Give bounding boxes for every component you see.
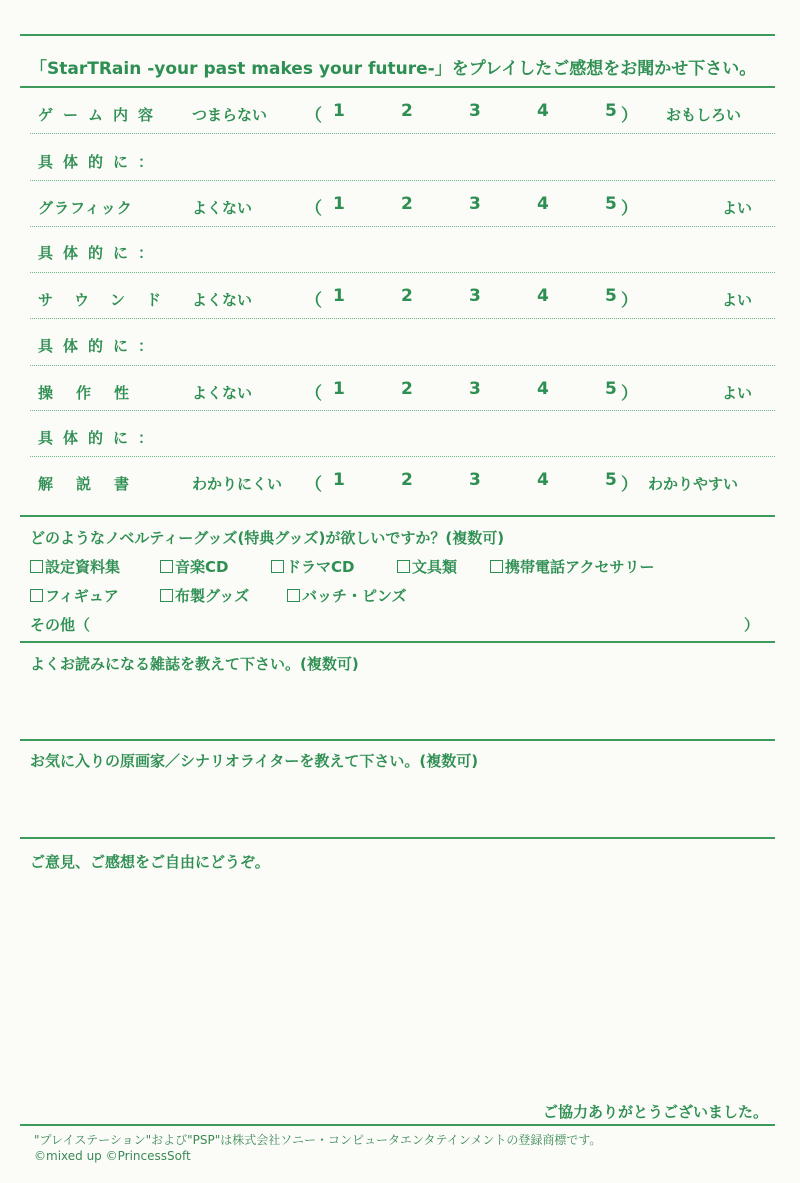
scale-1[interactable]: 1 <box>333 379 345 399</box>
scale-1[interactable]: 1 <box>333 194 345 214</box>
scale-3[interactable]: 3 <box>469 286 481 306</box>
scale-4[interactable]: 4 <box>537 470 549 490</box>
option-figure[interactable] <box>30 585 119 606</box>
other-input[interactable] <box>110 612 730 632</box>
scale-4[interactable]: 4 <box>537 286 549 306</box>
dotted-rule <box>30 410 775 411</box>
scale-1[interactable]: 1 <box>333 101 345 121</box>
scale-close: ） <box>621 384 638 404</box>
checkbox-icon[interactable] <box>160 589 173 602</box>
scale-3[interactable]: 3 <box>469 379 481 399</box>
rating-low: よくない <box>192 384 253 402</box>
dotted-rule <box>30 272 775 273</box>
option-label: 音楽CD <box>175 558 229 576</box>
detail-label: 具体的に： <box>38 153 164 171</box>
trademark-notice: "プレイステーション"および"PSP"は株式会社ソニー・コンピュータエンタテインメントの登録商標です。 <box>34 1133 602 1147</box>
option-phone-accessory[interactable] <box>490 556 655 577</box>
dotted-rule <box>30 226 775 227</box>
checkbox-icon[interactable] <box>287 589 300 602</box>
artist-answer-area[interactable] <box>30 774 770 830</box>
rating-label: 解説書 <box>38 475 153 493</box>
section-rule <box>20 837 775 839</box>
magazine-answer-area[interactable] <box>30 676 770 732</box>
rating-high: よい <box>722 199 753 217</box>
option-label: 設定資料集 <box>45 558 121 576</box>
scale-close: ） <box>621 199 638 219</box>
dotted-rule <box>30 456 775 457</box>
rating-high: おもしろい <box>666 106 742 124</box>
option-label: 布製グッズ <box>175 587 250 605</box>
section-rule <box>20 515 775 517</box>
option-label: フィギュア <box>45 587 119 605</box>
scale-5[interactable]: 5 <box>605 101 617 121</box>
rating-label: グラフィック <box>38 199 133 217</box>
option-drama-cd[interactable] <box>271 556 354 577</box>
rating-low: つまらない <box>192 106 268 124</box>
scale-open: （ <box>305 106 322 126</box>
top-rule <box>20 34 775 36</box>
scale-close: ） <box>621 291 638 311</box>
scale-close: ） <box>621 475 638 495</box>
scale-open: （ <box>305 291 322 311</box>
option-cloth-goods[interactable] <box>160 585 249 606</box>
survey-title: 「StarTRain -your past makes your future-」をプレイしたご感想をお聞かせ下さい。 <box>30 59 757 79</box>
detail-label: 具体的に： <box>38 244 164 262</box>
scale-3[interactable]: 3 <box>469 470 481 490</box>
rating-label: ゲーム内容 <box>38 106 164 124</box>
option-label: 文具類 <box>412 558 458 576</box>
option-music-cd[interactable] <box>160 556 228 577</box>
rating-low: わかりにくい <box>192 475 283 493</box>
rating-high: わかりやすい <box>648 475 739 493</box>
scale-4[interactable]: 4 <box>537 379 549 399</box>
rating-label: 操作性 <box>38 384 153 402</box>
novelty-question: どのようなノベルティーグッズ(特典グッズ)が欲しいですか？(複数可) <box>30 529 505 547</box>
scale-open: （ <box>305 199 322 219</box>
scale-5[interactable]: 5 <box>605 379 617 399</box>
copyright-notice: ©mixed up ©PrincessSoft <box>34 1149 191 1163</box>
scale-3[interactable]: 3 <box>469 194 481 214</box>
option-stationery[interactable] <box>397 556 457 577</box>
checkbox-icon[interactable] <box>490 560 503 573</box>
scale-1[interactable]: 1 <box>333 286 345 306</box>
option-label: 携帯電話アクセサリー <box>505 558 655 576</box>
detail-label: 具体的に： <box>38 429 164 447</box>
rating-low: よくない <box>192 291 253 309</box>
checkbox-icon[interactable] <box>397 560 410 573</box>
scale-4[interactable]: 4 <box>537 101 549 121</box>
scale-4[interactable]: 4 <box>537 194 549 214</box>
checkbox-icon[interactable] <box>30 589 43 602</box>
scale-open: （ <box>305 384 322 404</box>
scale-close: ） <box>621 106 638 126</box>
scale-3[interactable]: 3 <box>469 101 481 121</box>
opinion-answer-area[interactable] <box>30 876 770 1086</box>
rating-label: サウンド <box>38 291 183 309</box>
checkbox-icon[interactable] <box>271 560 284 573</box>
other-close: ） <box>744 616 760 634</box>
checkbox-icon[interactable] <box>160 560 173 573</box>
section-rule <box>20 739 775 741</box>
thanks-message: ご協力ありがとうございました。 <box>542 1103 768 1121</box>
option-label: ドラマCD <box>286 558 355 576</box>
option-badges-pins[interactable] <box>287 585 407 606</box>
scale-2[interactable]: 2 <box>401 286 413 306</box>
magazine-question: よくお読みになる雑誌を教えて下さい。(複数可) <box>30 655 359 673</box>
artist-question: お気に入りの原画家／シナリオライターを教えて下さい。(複数可) <box>30 752 479 770</box>
scale-1[interactable]: 1 <box>333 470 345 490</box>
option-label: バッチ・ピンズ <box>302 587 407 605</box>
scale-5[interactable]: 5 <box>605 194 617 214</box>
scale-2[interactable]: 2 <box>401 101 413 121</box>
other-label: その他（ <box>30 616 91 634</box>
dotted-rule <box>30 180 775 181</box>
bottom-rule <box>20 1124 775 1126</box>
rating-low: よくない <box>192 199 253 217</box>
rating-high: よい <box>722 291 753 309</box>
detail-label: 具体的に： <box>38 337 164 355</box>
dotted-rule <box>30 365 775 366</box>
dotted-rule <box>30 318 775 319</box>
rating-high: よい <box>722 384 753 402</box>
scale-open: （ <box>305 475 322 495</box>
checkbox-icon[interactable] <box>30 560 43 573</box>
scale-2[interactable]: 2 <box>401 194 413 214</box>
scale-5[interactable]: 5 <box>605 286 617 306</box>
title-rule <box>20 86 775 88</box>
option-setting-materials[interactable] <box>30 556 120 577</box>
section-rule <box>20 641 775 643</box>
scale-2[interactable]: 2 <box>401 470 413 490</box>
scale-5[interactable]: 5 <box>605 470 617 490</box>
opinion-question: ご意見、ご感想をご自由にどうぞ。 <box>30 853 270 871</box>
dotted-rule <box>30 133 775 134</box>
scale-2[interactable]: 2 <box>401 379 413 399</box>
